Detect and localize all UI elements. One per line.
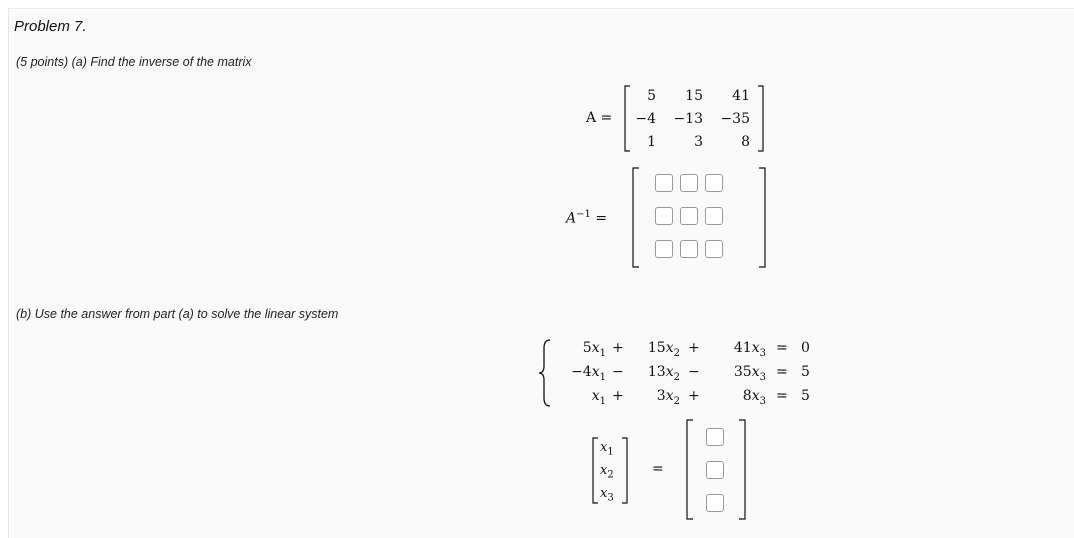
part-b-instruction: (b) Use the answer from part (a) to solve the linear system [16,307,339,321]
matrix-a-r3c3: 8 [741,134,750,150]
matrix-a-r2c3: −35 [720,111,750,127]
system-r3-term3: $8x_3$ [742,388,766,407]
variable-x3: $x_3$ [600,486,614,504]
inverse-input-r3c3[interactable] [705,240,723,258]
matrix-a-r1c2: 15 [685,88,703,104]
matrix-a-r1c3: 41 [732,88,750,104]
matrix-a-r3c2: 3 [694,134,703,150]
problem-panel [8,8,1074,538]
inverse-input-r2c3[interactable] [705,207,723,225]
inverse-input-r3c1[interactable] [655,240,673,258]
inverse-brackets [630,166,768,270]
part-a-instruction: (5 points) (a) Find the inverse of the matrix [16,55,252,69]
inverse-input-r3c2[interactable] [680,240,698,258]
inverse-input-r1c3[interactable] [705,174,723,192]
system-r2-term1: $-4x_1$ [571,364,606,383]
matrix-a-r3c1: 1 [647,134,656,150]
system-r1-op2: + [688,340,700,356]
system-r2-op2: − [688,364,700,380]
variable-x1: $x_1$ [600,440,614,458]
system-r1-rhs: 0 [801,340,810,356]
system-r2-op1: − [612,364,624,380]
solution-input-x2[interactable] [706,461,724,479]
system-brace [538,338,552,408]
system-r2-eq: = [776,364,788,380]
system-r1-eq: = [776,340,788,356]
solution-input-x1[interactable] [706,428,724,446]
system-r1-term3: $41x_3$ [733,340,766,359]
inverse-input-r2c2[interactable] [680,207,698,225]
system-r2-term3: $35x_3$ [733,364,766,383]
system-r3-rhs: 5 [801,388,810,404]
matrix-a-r2c2: −13 [673,111,703,127]
matrix-a-r2c1: −4 [635,111,656,127]
inverse-input-r1c2[interactable] [680,174,698,192]
system-r2-rhs: 5 [801,364,810,380]
system-r2-term2: $13x_2$ [647,364,680,383]
solution-equals: = [652,461,664,477]
matrix-a-r1c1: 5 [647,88,656,104]
problem-title: Problem 7. [14,18,87,35]
system-r3-term1: $x_1$ [591,388,606,407]
system-r1-term2: $15x_2$ [647,340,680,359]
system-r3-op1: + [612,388,624,404]
system-r3-op2: + [688,388,700,404]
system-r3-eq: = [776,388,788,404]
variable-x2: $x_2$ [600,463,614,481]
inverse-label: $A^{-1}$ = [566,209,608,227]
inverse-input-r2c1[interactable] [655,207,673,225]
system-r1-term1: $5x_1$ [582,340,606,359]
system-r1-op1: + [612,340,624,356]
matrix-a-label: A = [586,110,613,126]
solution-input-x3[interactable] [706,494,724,512]
inverse-input-r1c1[interactable] [655,174,673,192]
system-r3-term2: $3x_2$ [656,388,680,407]
